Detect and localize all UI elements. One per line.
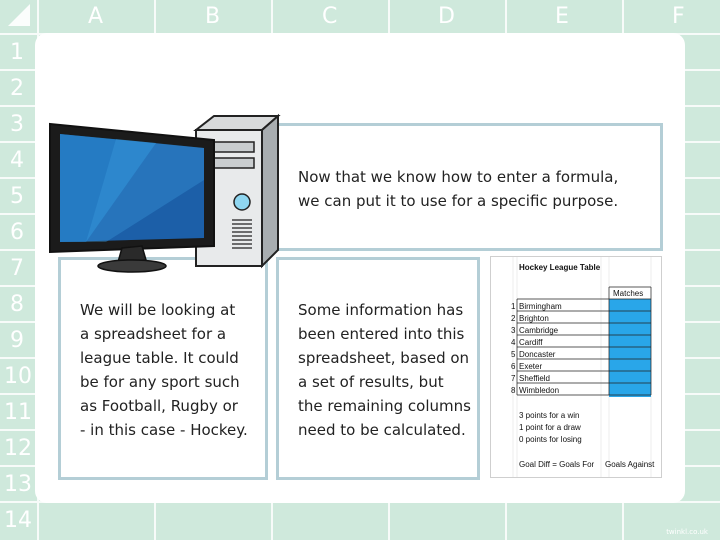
team-number: 8 xyxy=(511,386,516,395)
team-name: Wimbledon xyxy=(519,386,560,395)
team-name: Cambridge xyxy=(519,326,559,335)
team-number: 7 xyxy=(511,374,516,383)
left-text-line: - in this case - Hockey. xyxy=(80,421,248,439)
matches-highlight xyxy=(609,299,651,397)
intro-text xyxy=(298,165,618,213)
row-header: 2 xyxy=(10,76,24,101)
row-header: 14 xyxy=(4,508,32,533)
team-number: 4 xyxy=(511,338,516,347)
spreadsheet-title: Hockey League Table xyxy=(519,263,601,272)
column-header-e: E xyxy=(555,4,569,29)
team-number: 2 xyxy=(511,314,516,323)
row-header: 1 xyxy=(10,40,24,65)
team-name: Brighton xyxy=(519,314,549,323)
select-all-corner-icon xyxy=(8,4,30,26)
row-header: 11 xyxy=(4,400,32,425)
middle-text-line: need to be calculated. xyxy=(298,421,466,439)
middle-text-line: spreadsheet, based on xyxy=(298,349,470,367)
team-name: Cardiff xyxy=(519,338,543,347)
row-header: 10 xyxy=(4,364,32,389)
row-header: 12 xyxy=(4,436,32,461)
points-rule: 0 points for losing xyxy=(519,435,582,444)
goals-against-label: Goals Against xyxy=(605,460,655,469)
column-header-f: F xyxy=(672,4,685,29)
left-text xyxy=(80,298,248,442)
hockey-league-spreadsheet xyxy=(490,256,662,478)
team-name: Doncaster xyxy=(519,350,556,359)
middle-text-line: been entered into this xyxy=(298,325,465,343)
team-name: Birmingham xyxy=(519,302,562,311)
middle-text xyxy=(298,298,471,442)
matches-header: Matches xyxy=(613,289,644,298)
team-number: 5 xyxy=(511,350,516,359)
points-rule: 1 point for a draw xyxy=(519,423,581,432)
middle-text-line: a set of results, but xyxy=(298,373,444,391)
computer-icon xyxy=(46,110,282,278)
column-header-d: D xyxy=(438,4,455,29)
row-header: 3 xyxy=(10,112,24,137)
left-text-line: be for any sport such xyxy=(80,373,240,391)
column-header-b: B xyxy=(205,4,221,29)
left-text-line: as Football, Rugby or xyxy=(80,397,238,415)
team-number: 3 xyxy=(511,326,516,335)
row-header: 9 xyxy=(10,328,24,353)
team-number: 1 xyxy=(511,302,516,311)
row-header: 8 xyxy=(10,292,24,317)
goal-diff-label: Goal Diff = Goals For xyxy=(519,460,595,469)
intro-text-line: we can put it to use for a specific purpose. xyxy=(298,192,619,210)
left-text-line: a spreadsheet for a xyxy=(80,325,227,343)
row-header: 6 xyxy=(10,220,24,245)
footer-credit: twinkl.co.uk xyxy=(666,528,708,536)
team-name: Sheffield xyxy=(519,374,550,383)
column-header-a: A xyxy=(88,4,104,29)
middle-text-line: the remaining columns xyxy=(298,397,471,415)
middle-text-line: Some information has xyxy=(298,301,464,319)
left-text-line: league table. It could xyxy=(80,349,239,367)
intro-text-line: Now that we know how to enter a formula, xyxy=(298,168,619,186)
points-rule: 3 points for a win xyxy=(519,411,580,420)
row-header: 13 xyxy=(4,472,32,497)
row-header: 4 xyxy=(10,148,24,173)
row-header: 5 xyxy=(10,184,24,209)
column-header-c: C xyxy=(322,4,338,29)
left-text-line: We will be looking at xyxy=(80,301,236,319)
row-header: 7 xyxy=(10,256,24,281)
team-name: Exeter xyxy=(519,362,543,371)
team-number: 6 xyxy=(511,362,516,371)
